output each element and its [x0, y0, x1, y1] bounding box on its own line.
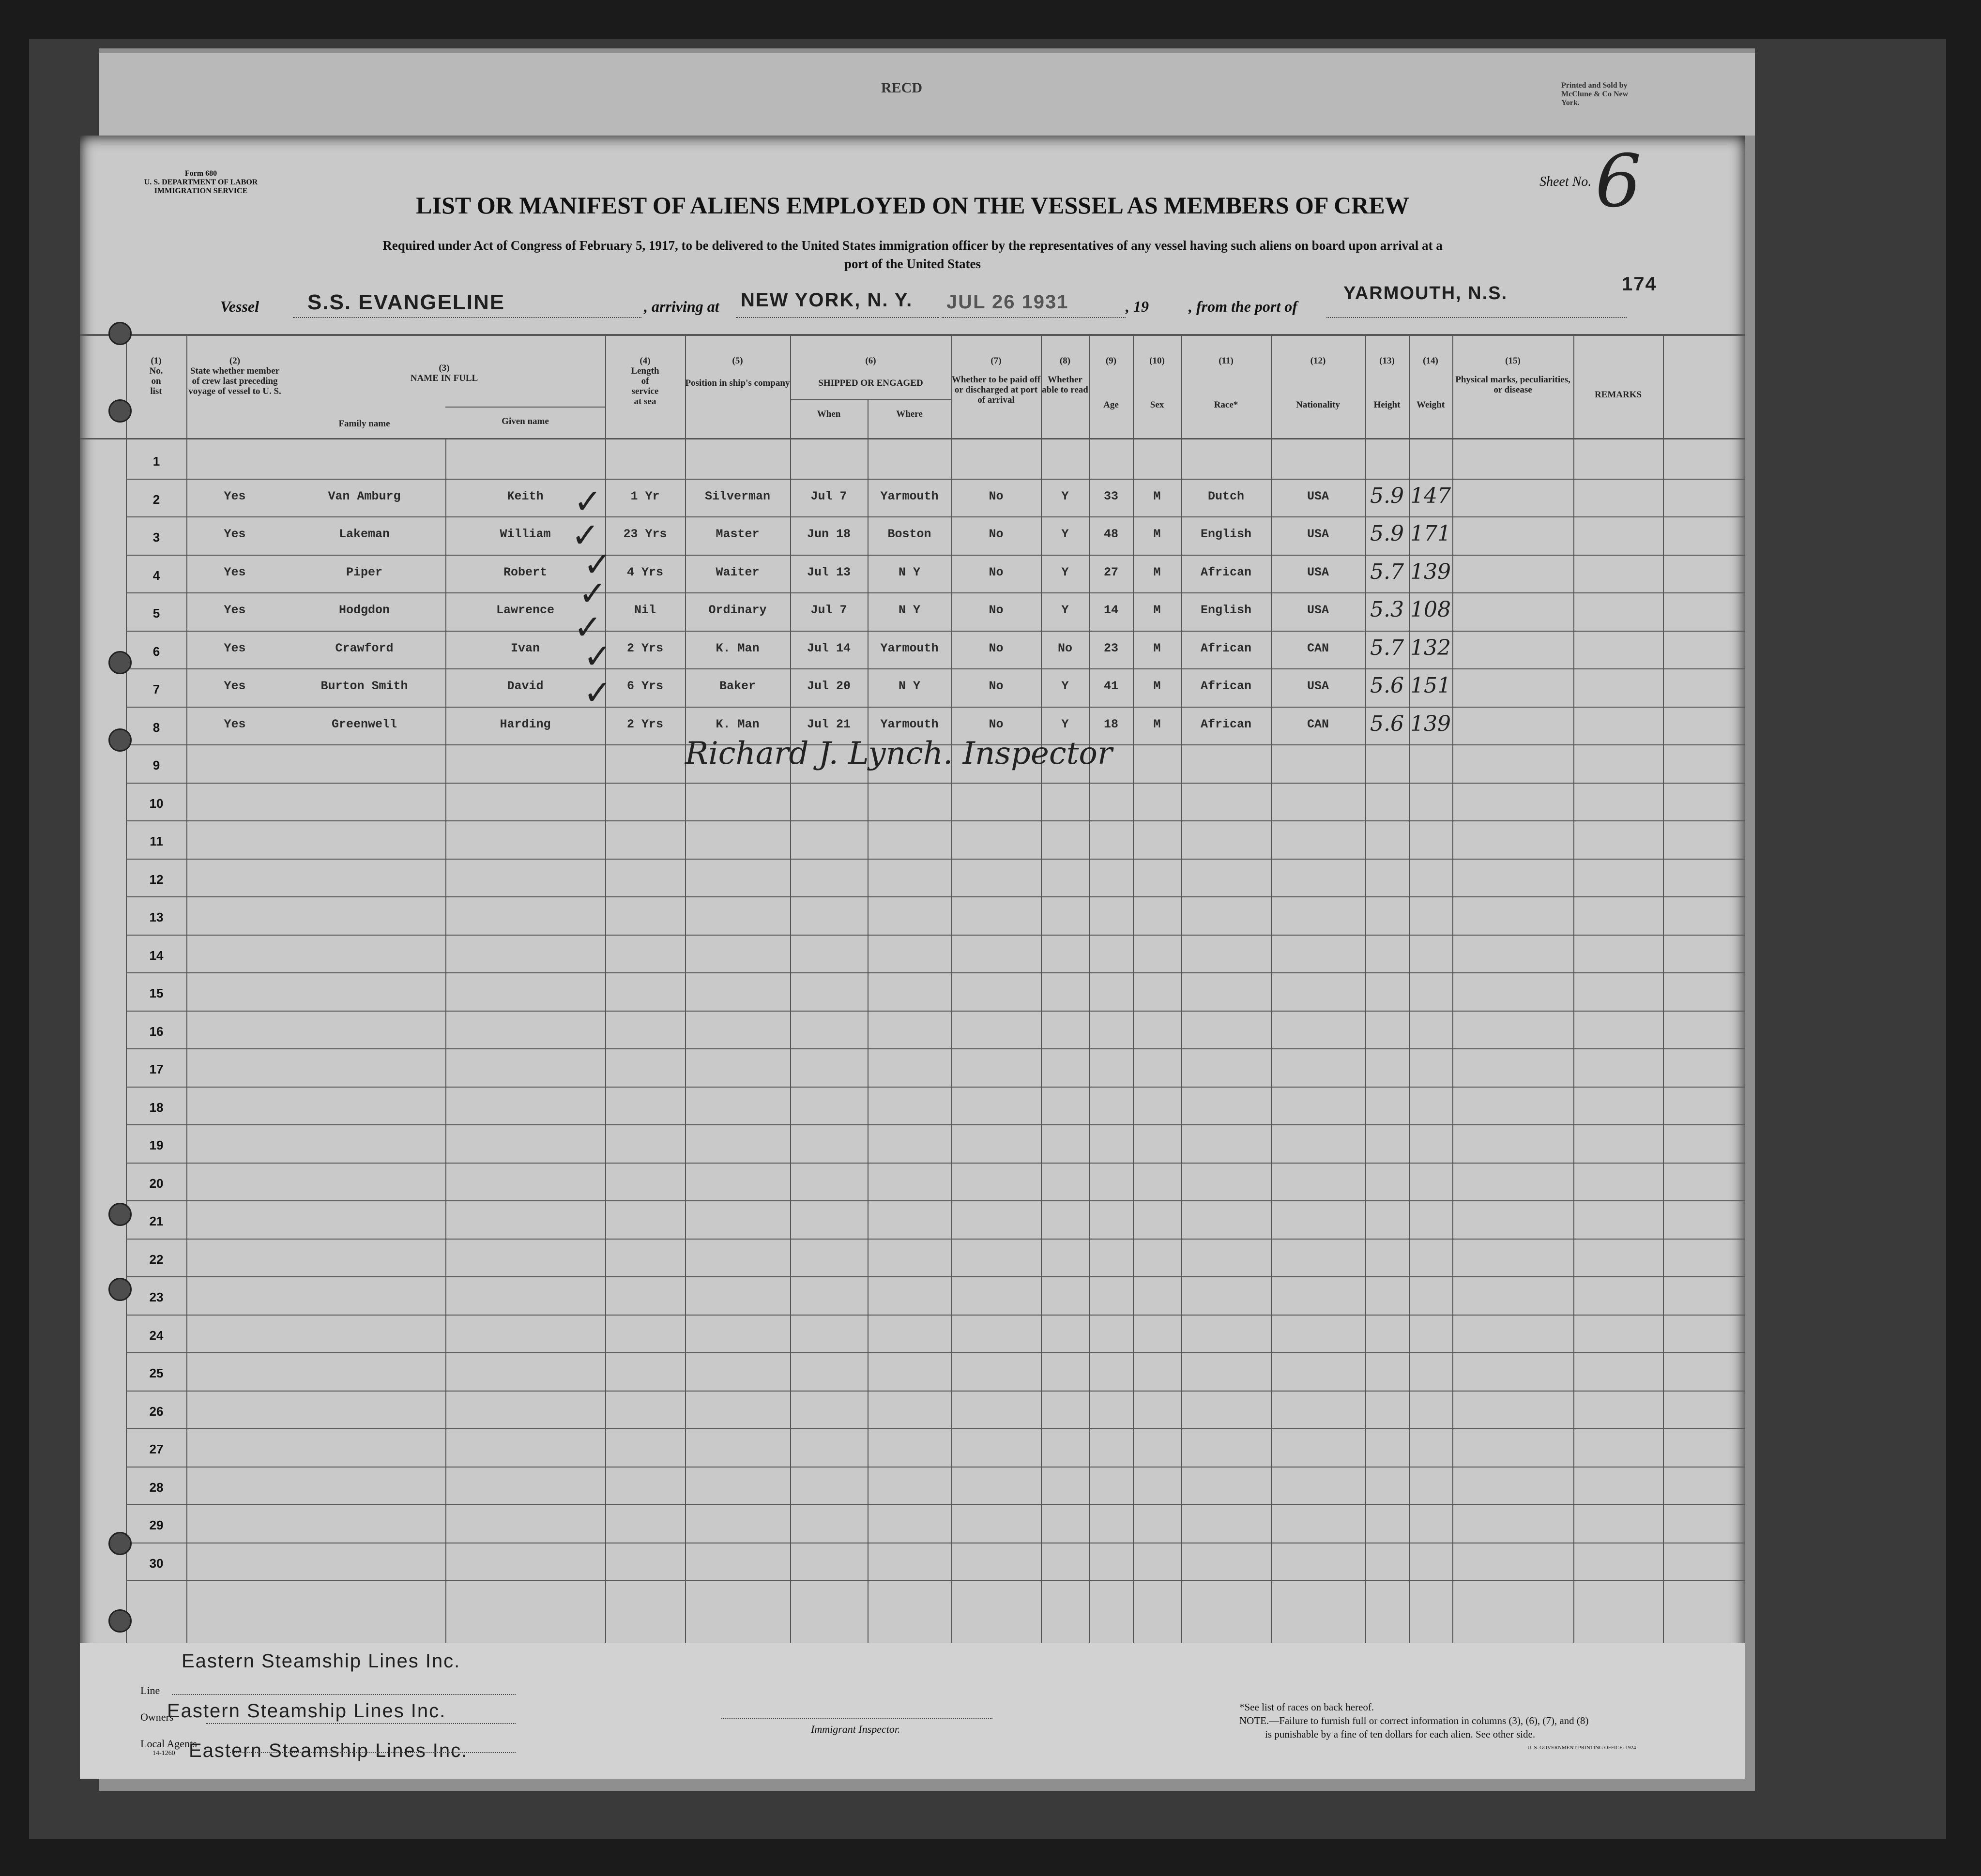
cell-age: 18: [1103, 717, 1118, 731]
from-port-label: , from the port of: [1189, 298, 1297, 315]
cell-nationality: USA: [1307, 565, 1329, 579]
cell-read: Y: [1061, 565, 1069, 579]
row-number: 10: [149, 796, 164, 811]
owners-value: Eastern Steamship Lines Inc.: [167, 1700, 446, 1722]
row-number: 14: [149, 948, 164, 963]
agents-code: 14-1260: [152, 1750, 175, 1757]
row-number: 28: [149, 1480, 164, 1495]
cell-race: Dutch: [1207, 489, 1244, 503]
back-strip: [99, 53, 1755, 136]
cell-nationality: USA: [1307, 679, 1329, 693]
row-rule: [126, 1163, 1745, 1164]
cell-sex: M: [1153, 489, 1161, 503]
cell-prev: Yes: [224, 489, 246, 503]
cell-read: Y: [1061, 527, 1069, 541]
row-rule: [126, 555, 1745, 556]
row-rule: [126, 972, 1745, 973]
row-rule: [126, 935, 1745, 936]
cell-paid-off: No: [989, 717, 1004, 731]
row-rule: [126, 1048, 1745, 1049]
row-number: 15: [149, 986, 164, 1000]
immigrant-inspector-label: Immigrant Inspector.: [811, 1723, 900, 1735]
manifest-title: LIST OR MANIFEST OF ALIENS EMPLOYED ON THE VESSEL AS MEMBERS OF CREW: [416, 192, 1409, 219]
arrival-date: JUL 26 1931: [946, 291, 1069, 313]
col-header-9: (9) Age: [1103, 356, 1119, 410]
row-rule: [126, 1467, 1745, 1468]
cell-when: Jun 18: [807, 527, 851, 541]
check-mark: ✓: [571, 515, 600, 555]
cell-service: 4 Yrs: [626, 565, 663, 579]
row-number: 24: [149, 1328, 164, 1343]
cell-read: Y: [1061, 603, 1069, 617]
row-number: 11: [150, 834, 163, 848]
penalty-note-2: is punishable by a fine of ten dollars for each alien. See other side.: [1265, 1728, 1536, 1740]
cell-family: Crawford: [335, 641, 394, 655]
cell-given: Harding: [500, 717, 551, 731]
row-number: 17: [149, 1062, 164, 1076]
cell-height: 5.6: [1370, 711, 1404, 736]
cell-weight: 171: [1410, 521, 1451, 546]
row-number: 21: [149, 1214, 164, 1228]
cell-race: English: [1200, 603, 1252, 617]
cell-when: Jul 13: [807, 565, 851, 579]
cell-read: Y: [1061, 717, 1069, 731]
cell-nationality: USA: [1307, 527, 1329, 541]
cell-prev: Yes: [224, 679, 246, 693]
cell-age: 33: [1103, 489, 1118, 503]
cell-when: Jul 21: [807, 717, 851, 731]
cell-service: 2 Yrs: [626, 717, 663, 731]
cell-nationality: USA: [1307, 603, 1329, 617]
department-label: U. S. DEPARTMENT OF LABOR: [144, 178, 258, 186]
row-number: 16: [149, 1024, 164, 1039]
row-rule: [126, 1315, 1745, 1316]
cell-weight: 139: [1410, 711, 1451, 736]
cell-age: 41: [1103, 679, 1118, 693]
year-label: , 19: [1126, 298, 1149, 315]
col-header-where: Where: [896, 409, 923, 419]
col-header-6: (6) SHIPPED OR ENGAGED: [818, 356, 923, 388]
row-number: 3: [152, 530, 160, 545]
departure-port: YARMOUTH, N.S.: [1343, 283, 1508, 303]
row-number: 27: [149, 1442, 164, 1456]
row-rule: [126, 896, 1745, 897]
row-rule: [126, 1504, 1745, 1505]
check-mark: ✓: [583, 636, 612, 676]
cell-nationality: USA: [1307, 489, 1329, 503]
form-number: Form 680: [184, 169, 217, 178]
row-number: 8: [152, 720, 160, 735]
row-rule: [126, 707, 1745, 708]
cell-family: Burton Smith: [320, 679, 408, 693]
row-rule: [126, 1239, 1745, 1240]
cell-when: Jul 7: [810, 603, 847, 617]
row-rule: [126, 783, 1745, 784]
cell-height: 5.9: [1370, 483, 1404, 508]
cell-given: Lawrence: [496, 603, 555, 617]
col-header-given-name: Given name: [502, 416, 549, 426]
row-number: 25: [149, 1366, 164, 1380]
col-header-3: (3) NAME IN FULL: [410, 363, 478, 383]
row-rule: [126, 1124, 1745, 1125]
cell-service: 2 Yrs: [626, 641, 663, 655]
cell-family: Lakeman: [338, 527, 390, 541]
col-header-13: (13) Height: [1373, 356, 1401, 410]
cell-where: Yarmouth: [880, 717, 939, 731]
row-number: 29: [149, 1518, 164, 1532]
cell-service: 6 Yrs: [626, 679, 663, 693]
row-rule: [126, 1011, 1745, 1012]
cell-position: Ordinary: [708, 603, 767, 617]
col-header-when: When: [817, 409, 841, 419]
row-number: 22: [149, 1252, 164, 1267]
cell-where: Yarmouth: [880, 489, 939, 503]
punch-hole: [108, 1609, 132, 1633]
row-rule: [126, 516, 1745, 517]
manifest-footer: [80, 1643, 1745, 1779]
row-rule: [126, 1276, 1745, 1277]
cell-where: Yarmouth: [880, 641, 939, 655]
cell-weight: 147: [1410, 483, 1451, 508]
cell-sex: M: [1153, 717, 1161, 731]
punch-hole: [108, 651, 132, 674]
cell-position: Silverman: [704, 489, 771, 503]
cell-race: English: [1200, 527, 1252, 541]
service-label: IMMIGRATION SERVICE: [154, 187, 248, 195]
row-rule: [126, 1200, 1745, 1201]
check-mark: ✓: [574, 482, 602, 521]
row-rule: [126, 1391, 1745, 1392]
cell-height: 5.7: [1370, 635, 1404, 660]
col-header-11: (11) Race*: [1214, 356, 1238, 410]
cell-position: K. Man: [716, 717, 760, 731]
col-header-10: (10) Sex: [1149, 356, 1165, 410]
cell-race: African: [1200, 717, 1252, 731]
cell-age: 23: [1103, 641, 1118, 655]
row-number: 26: [149, 1404, 164, 1419]
row-number: 20: [149, 1176, 164, 1191]
row-rule: [126, 859, 1745, 860]
col-header-14: (14) Weight: [1416, 356, 1445, 410]
col-header-2: (2) State whether member of crew last preceding voyage of vessel to U. S.: [188, 356, 281, 396]
agents-value: Eastern Steamship Lines Inc.: [189, 1740, 468, 1761]
punch-hole: [108, 1203, 132, 1226]
cell-nationality: CAN: [1307, 641, 1329, 655]
cell-read: Y: [1061, 679, 1069, 693]
col-header-family-name: Family name: [338, 419, 390, 429]
sheet-number: 6: [1595, 139, 1642, 224]
line-value: Eastern Steamship Lines Inc.: [182, 1650, 461, 1672]
manifest-page: [80, 136, 1745, 1779]
cell-paid-off: No: [989, 603, 1004, 617]
cell-given: Keith: [507, 489, 544, 503]
cell-height: 5.6: [1370, 673, 1404, 698]
punch-hole: [108, 399, 132, 423]
cell-family: Greenwell: [331, 717, 397, 731]
row-number: 7: [152, 682, 160, 696]
row-number: 1: [152, 454, 160, 469]
col-header-remarks: REMARKS: [1594, 390, 1642, 400]
printing-office: U. S. GOVERNMENT PRINTING OFFICE: 1924: [1527, 1745, 1636, 1751]
cell-race: African: [1200, 679, 1252, 693]
row-number: 6: [152, 644, 160, 659]
cell-given: Robert: [503, 565, 547, 579]
cell-height: 5.9: [1370, 521, 1404, 546]
cell-when: Jul 20: [807, 679, 851, 693]
col-header-8: (8) Whether able to read: [1042, 356, 1088, 395]
punch-hole: [108, 322, 132, 345]
check-mark: ✓: [579, 574, 607, 613]
cell-position: K. Man: [716, 641, 760, 655]
row-rule: [126, 631, 1745, 632]
cell-paid-off: No: [989, 679, 1004, 693]
row-rule: [126, 1087, 1745, 1088]
cell-height: 5.7: [1370, 559, 1404, 584]
vessel-name: S.S. EVANGELINE: [307, 290, 505, 314]
row-rule: [126, 479, 1745, 480]
col-header-12: (12) Nationality: [1296, 356, 1340, 410]
cell-prev: Yes: [224, 527, 246, 541]
penalty-note: NOTE.—Failure to furnish full or correct information in columns (3), (6), (7), and (8): [1239, 1715, 1589, 1726]
cell-age: 14: [1103, 603, 1118, 617]
check-mark: ✓: [583, 545, 612, 584]
cell-service: Nil: [634, 603, 656, 617]
sheet-label: Sheet No.: [1539, 174, 1592, 189]
cell-where: N Y: [898, 565, 920, 579]
cell-when: Jul 14: [807, 641, 851, 655]
punch-hole: [108, 1532, 132, 1555]
row-number: 5: [152, 606, 160, 620]
row-rule: [126, 820, 1745, 821]
cell-paid-off: No: [989, 489, 1004, 503]
row-number: 19: [149, 1138, 164, 1152]
cell-family: Hodgdon: [338, 603, 390, 617]
row-number: 2: [152, 492, 160, 507]
printer-credit: Printed and Sold by McClune & Co New York.: [1561, 81, 1629, 107]
cell-prev: Yes: [224, 717, 246, 731]
row-number: 13: [149, 910, 164, 924]
cell-nationality: CAN: [1307, 717, 1329, 731]
col-header-15: (15) Physical marks, peculiarities, or disease: [1455, 356, 1570, 395]
cell-given: William: [500, 527, 551, 541]
cell-race: African: [1200, 565, 1252, 579]
cell-position: Waiter: [716, 565, 760, 579]
cell-sex: M: [1153, 641, 1161, 655]
row-number: 30: [149, 1556, 164, 1571]
page-number: 174: [1622, 273, 1657, 295]
row-number: 4: [152, 568, 160, 583]
row-rule: [126, 1580, 1745, 1581]
cell-paid-off: No: [989, 527, 1004, 541]
cell-service: 1 Yr: [630, 489, 660, 503]
cell-prev: Yes: [224, 641, 246, 655]
recd-stamp: RECD: [881, 80, 923, 96]
col-header-1: (1) No. on list: [149, 356, 163, 396]
cell-paid-off: No: [989, 641, 1004, 655]
inspector-signature: Richard J. Lynch. Inspector: [685, 736, 1112, 772]
cell-weight: 151: [1410, 673, 1451, 698]
row-number: 23: [149, 1290, 164, 1304]
cell-position: Baker: [719, 679, 756, 693]
cell-given: David: [507, 679, 544, 693]
cell-weight: 139: [1410, 559, 1451, 584]
cell-read: Y: [1061, 489, 1069, 503]
arriving-label: , arriving at: [644, 298, 719, 315]
manifest-subtitle-2: port of the United States: [844, 257, 981, 271]
check-mark: ✓: [583, 673, 612, 712]
punch-hole: [108, 728, 132, 752]
col-header-5: (5) Position in ship's company: [685, 356, 790, 388]
cell-age: 27: [1103, 565, 1118, 579]
cell-paid-off: No: [989, 565, 1004, 579]
cell-where: N Y: [898, 679, 920, 693]
arrival-port: NEW YORK, N. Y.: [741, 289, 913, 311]
cell-weight: 132: [1410, 635, 1451, 660]
cell-prev: Yes: [224, 603, 246, 617]
owners-label: Owners: [140, 1711, 174, 1723]
cell-service: 23 Yrs: [623, 527, 667, 541]
manifest-subtitle: Required under Act of Congress of February 5, 1917, to be delivered to the United States immigration officer by the representatives of any vessel having such aliens on board upon arrival at a: [382, 238, 1443, 253]
col-header-7: (7) Whether to be paid off or discharged at port of arrival: [951, 356, 1041, 405]
cell-prev: Yes: [224, 565, 246, 579]
vessel-label: Vessel: [220, 298, 259, 315]
cell-when: Jul 7: [810, 489, 847, 503]
cell-race: African: [1200, 641, 1252, 655]
cell-age: 48: [1103, 527, 1118, 541]
cell-sex: M: [1153, 603, 1161, 617]
cell-weight: 108: [1410, 597, 1451, 622]
row-number: 9: [152, 758, 160, 772]
cell-sex: M: [1153, 527, 1161, 541]
local-agents-label: Local Agents: [140, 1738, 197, 1750]
cell-given: Ivan: [510, 641, 540, 655]
cell-family: Van Amburg: [328, 489, 401, 503]
cell-read: No: [1057, 641, 1072, 655]
row-rule: [126, 1352, 1745, 1353]
row-number: 18: [149, 1100, 164, 1115]
col-header-4: (4) Length of service at sea: [631, 356, 659, 407]
cell-sex: M: [1153, 679, 1161, 693]
cell-where: Boston: [887, 527, 931, 541]
cell-height: 5.3: [1370, 597, 1404, 622]
row-number: 12: [149, 872, 164, 887]
cell-sex: M: [1153, 565, 1161, 579]
row-rule: [126, 592, 1745, 593]
row-rule: [126, 1428, 1745, 1429]
row-rule: [126, 668, 1745, 669]
cell-family: Piper: [346, 565, 382, 579]
check-mark: ✓: [574, 607, 602, 647]
races-note: *See list of races on back hereof.: [1239, 1701, 1374, 1713]
punch-hole: [108, 1278, 132, 1301]
cell-where: N Y: [898, 603, 920, 617]
cell-position: Master: [716, 527, 760, 541]
line-label: Line: [140, 1684, 160, 1696]
